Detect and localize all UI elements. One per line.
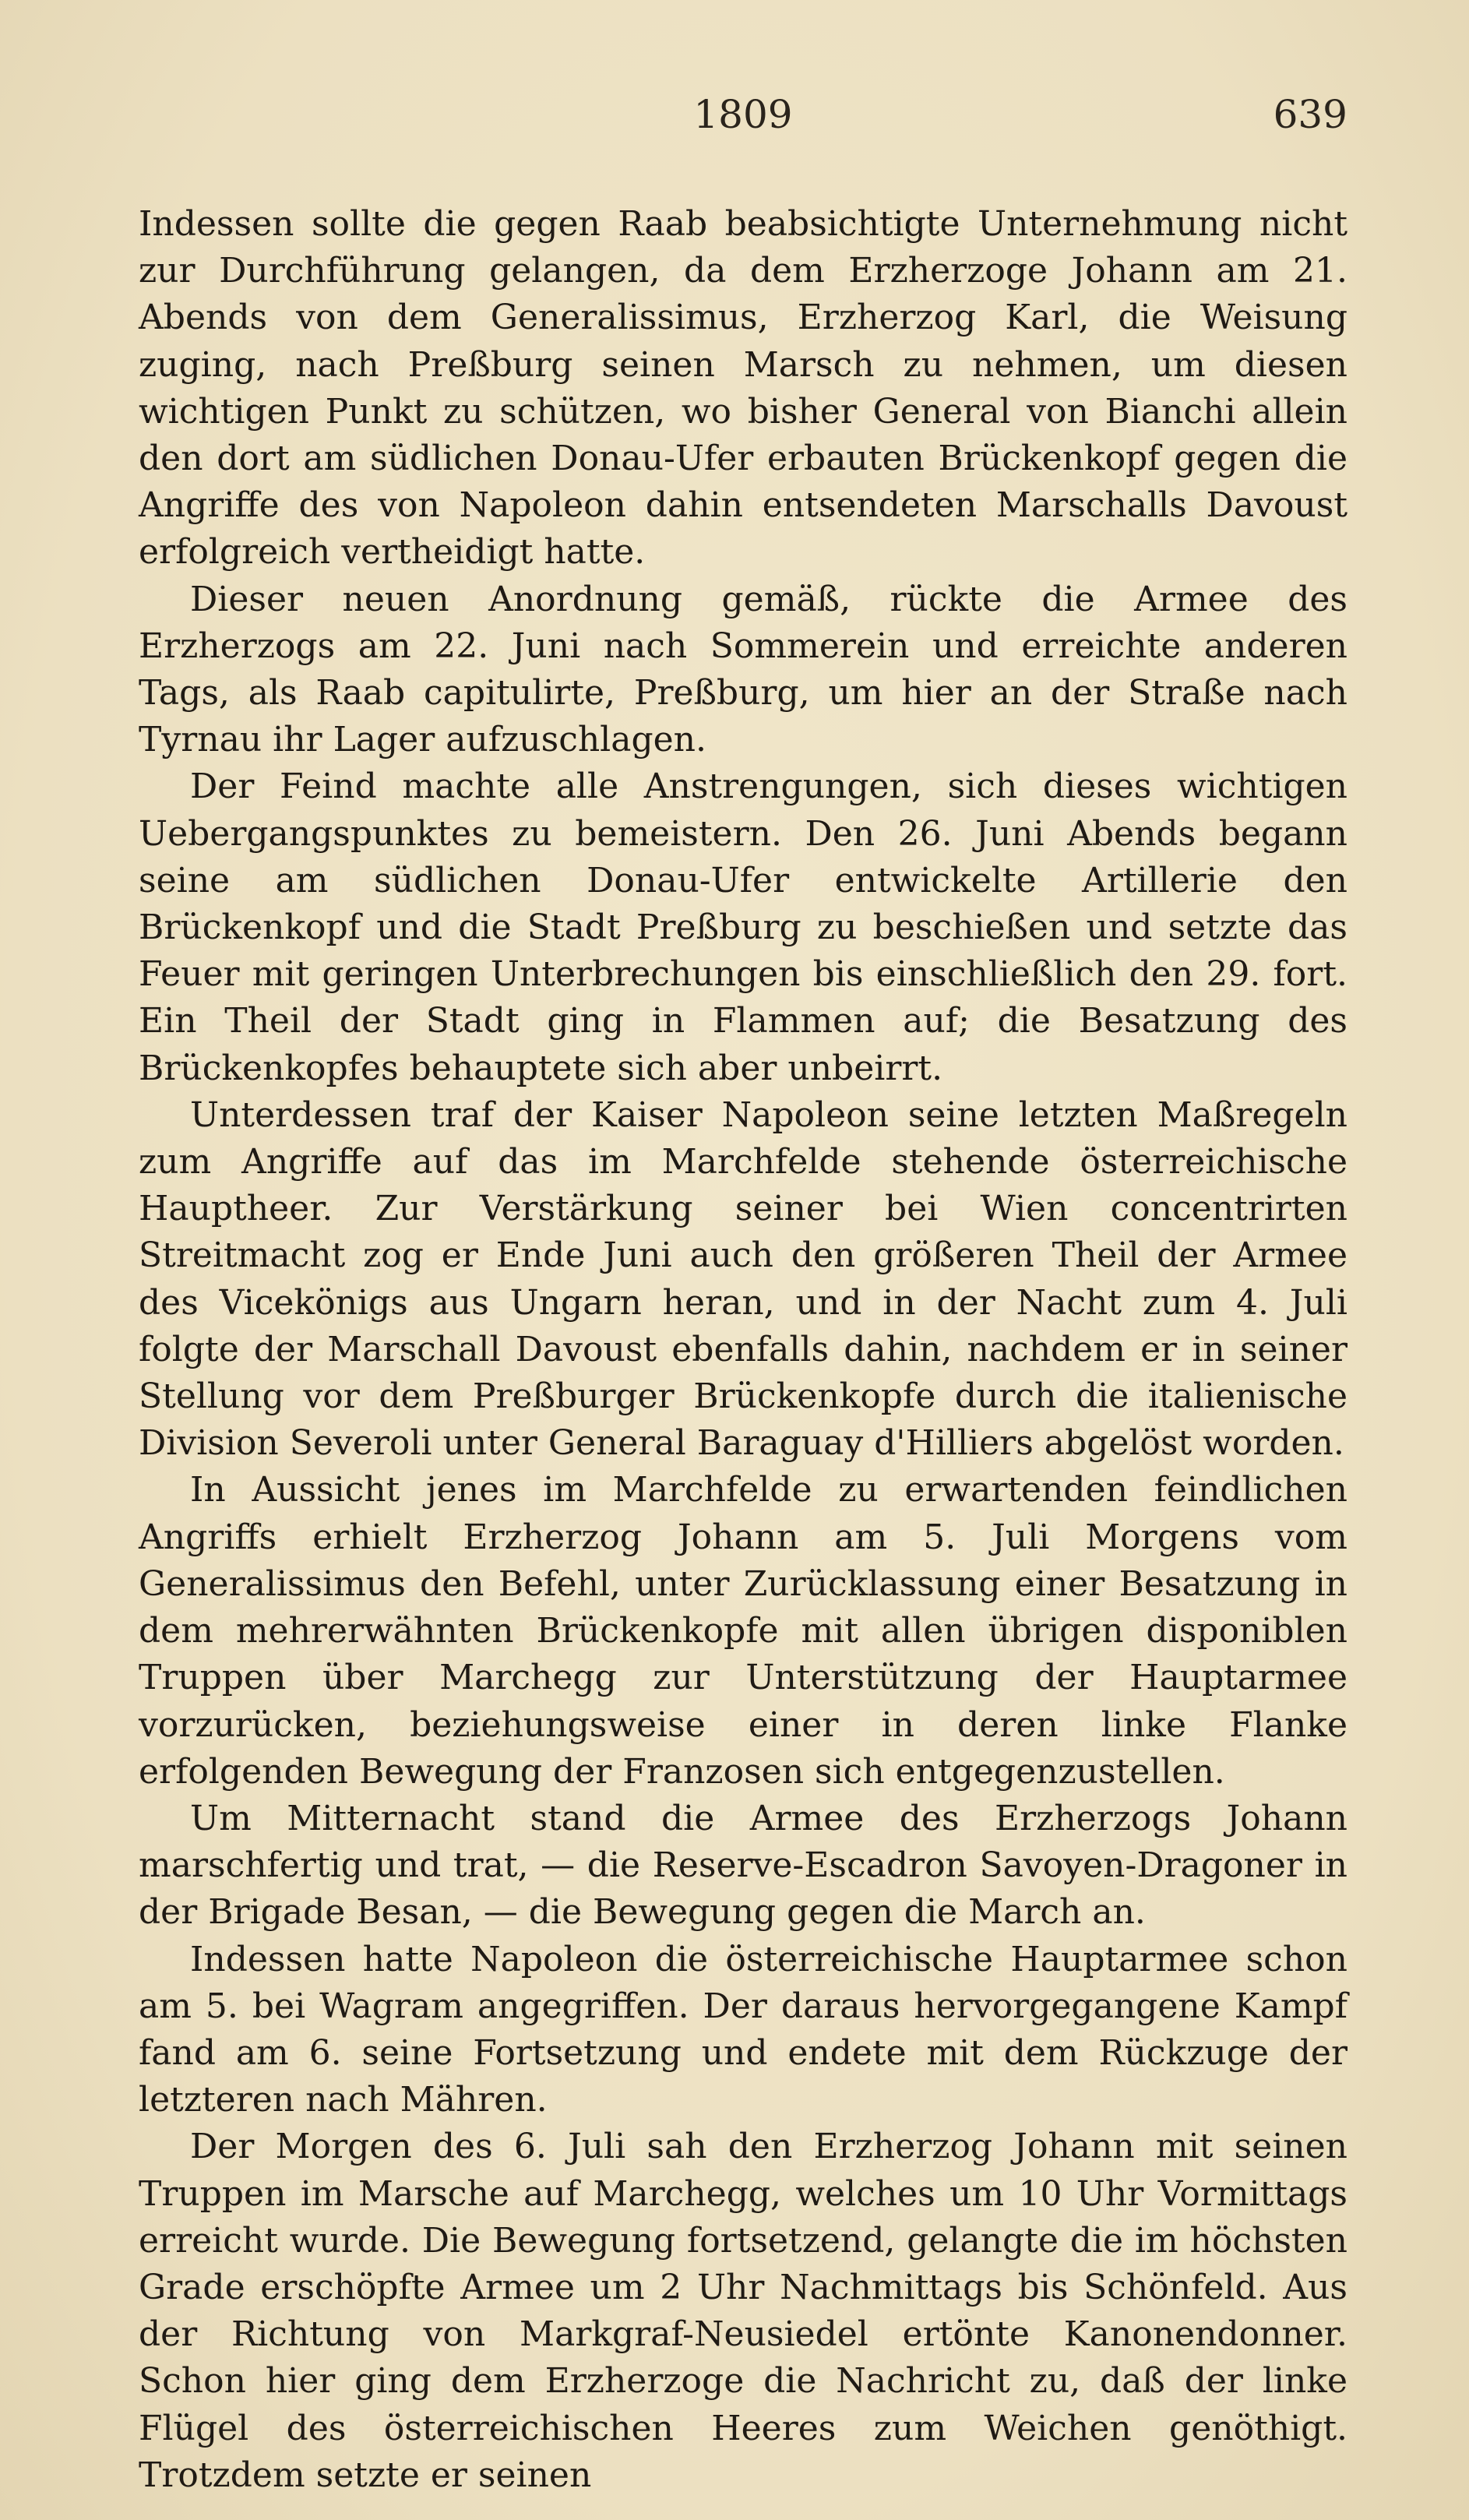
- paragraph-1: Indessen sollte die gegen Raab beabsichtigte Unternehmung nicht zur Durchführung gelangen, da dem Erzherzoge Johann am 21. Abends von dem Generalissimus, Erzherzog Karl, die Weisung zuging, nach Preßburg seinen Marsch zu nehmen, um diesen wichtigen Punkt zu schützen, wo bisher General von Bianchi allein den dort am südlichen Donau-Ufer erbauten Brückenkopf gegen die Angriffe des von Napoleon dahin entsendeten Marschalls Davoust erfolgreich vertheidigt hatte.: [139, 204, 1347, 573]
- page-number: 639: [1273, 92, 1347, 137]
- paragraph-4: Unterdessen traf der Kaiser Napoleon seine letzten Maßregeln zum Angriffe auf das im Marchfelde stehende österreichische Hauptheer. Zur Verstärkung seiner bei Wien concentrirten Streitmacht zog er Ende Juni auch den größeren Theil der Armee des Vicekönigs aus Ungarn heran, und in der Nacht zum 4. Juli folgte der Marschall Davoust ebenfalls dahin, nachdem er in seiner Stellung vor dem Preßburger Brückenkopfe durch die italienische Division Severoli unter General Baraguay d'Hilliers abgelöst worden.: [139, 1094, 1347, 1464]
- page-header: [139, 92, 1347, 162]
- paragraph-6: Um Mitternacht stand die Armee des Erzherzogs Johann marschfertig und trat, — die Reserve-Escadron Savoyen-Dragoner in der Brigade Besan, — die Bewegung gegen die March an.: [139, 1798, 1347, 1933]
- body-text: [139, 201, 1347, 2499]
- paragraph-7: Indessen hatte Napoleon die österreichische Hauptarmee schon am 5. bei Wagram angegriffen. Der daraus hervorgegangene Kampf fand am 6. seine Fortsetzung und endete mit dem Rückzuge der letzteren nach Mähren.: [139, 1939, 1347, 2120]
- paragraph-8: Der Morgen des 6. Juli sah den Erzherzog Johann mit seinen Truppen im Marsche auf Marchegg, welches um 10 Uhr Vormittags erreicht wurde. Die Bewegung fortsetzend, gelangte die im höchsten Grade erschöpfte Armee um 2 Uhr Nachmittags bis Schönfeld. Aus der Richtung von Markgraf-Neusiedel ertönte Kanonendonner. Schon hier ging dem Erzherzoge die Nachricht zu, daß der linke Flügel des österreichischen Heeres zum Weichen genöthigt. Trotzdem setzte er seinen: [139, 2127, 1347, 2495]
- paragraph-3: Der Feind machte alle Anstrengungen, sich dieses wichtigen Uebergangspunktes zu bemeistern. Den 26. Juni Abends begann seine am südlichen Donau-Ufer entwickelte Artillerie den Brückenkopf und die Stadt Preßburg zu beschießen und setzte das Feuer mit geringen Unterbrechungen bis einschließlich den 29. fort. Ein Theil der Stadt ging in Flammen auf; die Besatzung des Brückenkopfes behauptete sich aber unbeirrt.: [139, 767, 1347, 1088]
- paragraph-5: In Aussicht jenes im Marchfelde zu erwartenden feindlichen Angriffs erhielt Erzherzog Johann am 5. Juli Morgens vom Generalissimus den Befehl, unter Zurücklassung einer Besatzung in dem mehrerwähnten Brückenkopfe mit allen übrigen disponiblen Truppen über Marchegg zur Unterstützung der Hauptarmee vorzurücken, beziehungsweise einer in deren linke Flanke erfolgenden Bewegung der Franzosen sich entgegenzustellen.: [139, 1470, 1347, 1792]
- paragraph-2: Dieser neuen Anordnung gemäß, rückte die Armee des Erzherzogs am 22. Juni nach Sommerein und erreichte anderen Tags, als Raab capitulirte, Preßburg, um hier an der Straße nach Tyrnau ihr Lager aufzuschlagen.: [139, 579, 1347, 760]
- running-header-year: 1809: [693, 92, 793, 137]
